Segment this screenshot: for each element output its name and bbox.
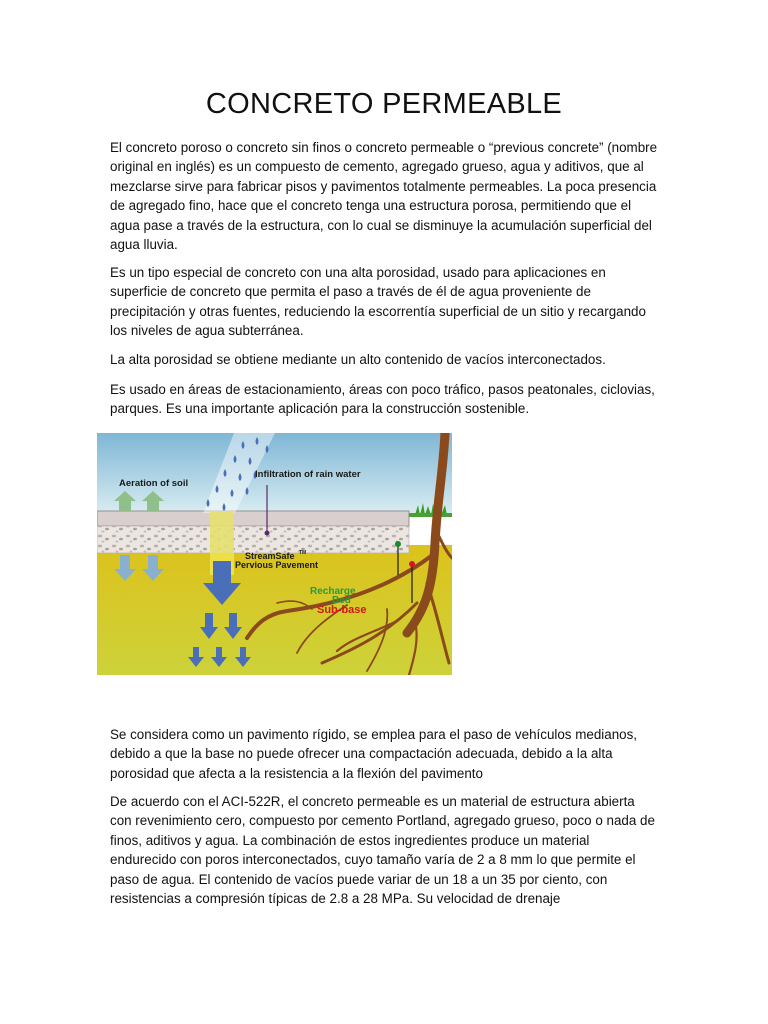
recharge-label: Recharge (310, 586, 356, 597)
trademark-label: TM (299, 550, 307, 556)
recharge-bed (97, 526, 409, 553)
infiltration-label: Infiltration of rain water (255, 469, 361, 480)
infiltration-column (210, 511, 234, 553)
aeration-label: Aeration of soil (119, 478, 189, 489)
pervious-pavement-diagram (97, 433, 452, 675)
pavement-surface (97, 511, 409, 526)
subbase-label: Sub-base (317, 604, 367, 616)
paragraph-aci-522r: De acuerdo con el ACI-522R, el concreto permeable es un material de estructura abierta con revenimiento cero, compuesto por cemento Portland, agregado grueso, poco o nada de finos, aditivos y agua. La combinación de estos ingredientes produce un material endurecido con poros interconectados, cuyo tamaño varía de 2 a 8 mm lo que permite el paso de agua. El contenido de vacíos puede variar de un 18 a un 35 por ciento, con resistencias a compresión típicas de 2.8 a 28 MPa. Su velocidad de drenaje (110, 794, 655, 907)
paragraph-uses: Es usado en áreas de estacionamiento, áreas con poco tráfico, pasos peatonales, ciclovias, parques. Es una importante aplicación para la construcción sostenible. (110, 382, 655, 417)
paragraph-definition: El concreto poroso o concreto sin finos o concreto permeable o “previous concrete” (nombre original en inglés) es un compuesto de cemento, agregado grueso, agua y aditivos, que al mezclarse sirve para fabricar pisos y pavimentos totalmente permeables. La poca presencia de agregado fino, hace que el concreto tenga una estructura porosa, permitiendo que el agua pase a través de la estructura, con lo cual se disminuye la acumulación superficial del agua lluvia. (110, 140, 658, 253)
paragraph-porosity: Es un tipo especial de concreto con una alta porosidad, usado para aplicaciones en superficie de concreto que permita el paso a través de él de agua proveniente de precipitación y otras fuentes, reduciendo la escorrentía superficial de un sitio y recargando los niveles de agua subterránea. (110, 265, 646, 339)
paragraph-voids: La alta porosidad se obtiene mediante un alto contenido de vacíos interconectados. (110, 352, 606, 367)
streamsafe-label: StreamSafe (245, 551, 295, 561)
pervious-label: Pervious Pavement (235, 560, 319, 570)
page-title: CONCRETO PERMEABLE (205, 88, 563, 120)
paragraph-rigid-pavement: Se considera como un pavimento rígido, se emplea para el paso de vehículos medianos, debido a que la base no puede ofrecer una compactación adecuada, debido a la alta porosidad que afecta a la resistencia a la flexión del pavimento (110, 727, 638, 781)
bed-label: Bed (332, 595, 351, 606)
